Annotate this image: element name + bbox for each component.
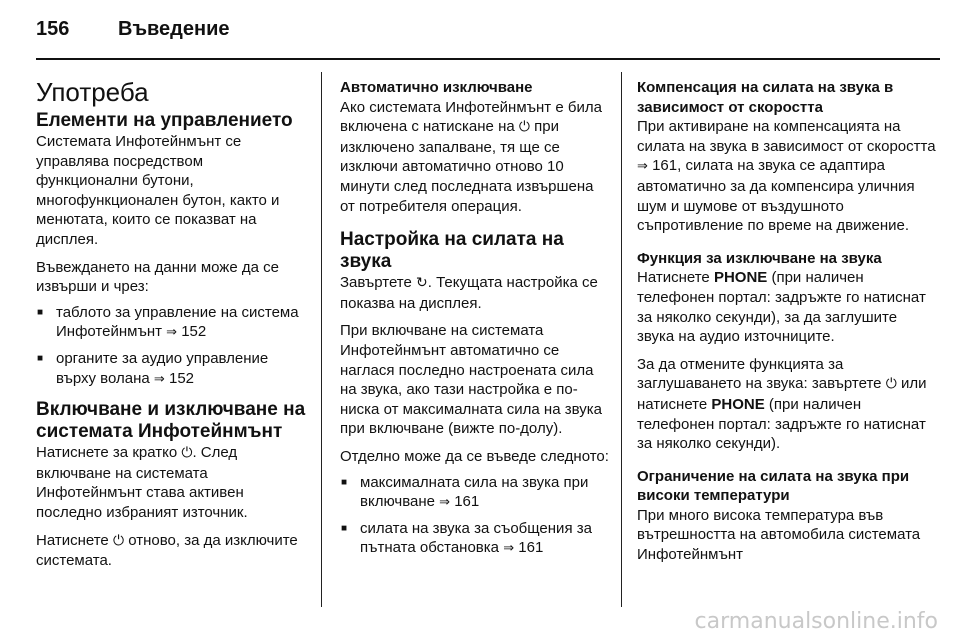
page-ref-icon: ⇒ [153, 371, 165, 387]
mute-paragraph-1: Натиснете PHONE (при наличен телефонен портал: задръжте го натиснат за няколко секунди), за да заглушите звука на аудио източниците. [637, 269, 926, 346]
power-paragraph-2: Натиснете ⏻ отново, за да изключите системата. [36, 531, 298, 570]
power-icon: ⏻ [518, 119, 530, 136]
input-paragraph: Въвеждането на данни може да се извърши и чрез: [36, 258, 279, 296]
page-ref[interactable]: 152 [181, 323, 207, 341]
power-icon: ⏻ [112, 532, 125, 549]
volume-paragraph-1: Завъртете ↻. Текущата настройка се показва на дисплея. [340, 274, 598, 312]
heading-mute: Функция за изключване на звука [637, 249, 882, 267]
heading-speed-compensation: Компенсация на силата на звука в зависимост от скоростта [637, 79, 894, 116]
page-ref[interactable]: 152 [168, 369, 195, 387]
volume-knob-icon: ↻ [416, 275, 428, 292]
auto-off-paragraph: Ако системата Инфотейнмънт е била включена с натискане на ⏻ при изключено запалване, тя ще се изключи автоматично отново 10 минути след последната извършена от потребителя операция. [340, 98, 602, 215]
column-1 [36, 76, 306, 571]
list-item: ■ силата на звука за съобщения за пътната обстановка ⇒ 161 [340, 519, 612, 559]
page-ref-icon: ⇒ [637, 159, 648, 175]
page-ref-icon: ⇒ [439, 495, 451, 511]
power-icon: ⏻ [885, 376, 897, 393]
volume-paragraph-3: Отделно може да се въведе следното: [340, 447, 609, 465]
phone-button-label: PHONE [711, 395, 765, 413]
list-item: ■ органите за аудио управление върху волана ⇒ 152 [36, 349, 306, 389]
list-item: ■ максималната сила на звука при включване ⇒ 161 [340, 473, 612, 513]
power-icon: ⏻ [181, 445, 193, 462]
page-number: 156 [36, 18, 70, 40]
list-item: ■ таблото за управление на система Инфотейнмънт ⇒ 152 [36, 303, 306, 343]
section-title-usage: Употреба [36, 77, 149, 107]
power-paragraph-1: Натиснете за кратко ⏻. След включване на системата Инфотейнмънт става активен последно избраният източник. [36, 444, 248, 521]
controls-paragraph: Системата Инфотейнмънт се управлява посредством функционални бутони, многофункционален бутон, както и менютата, които се показват на дисплея. [36, 133, 280, 248]
volume-list [340, 473, 612, 559]
heading-power: Включване и изключване на системата Инфотейнмънт [36, 399, 306, 443]
heading-volume: Настройка на силата на звука [340, 229, 564, 273]
page-ref[interactable]: 161 [652, 157, 678, 175]
phone-button-label: PHONE [713, 269, 768, 287]
column-3 [637, 78, 937, 565]
volume-paragraph-2: При включване на системата Инфотейнмънт автоматично се наглася последно настроената сила на звука, ако тази настройка е по-ниска от максималната сила на звука при включване (вижте по-долу). [340, 322, 602, 438]
mute-paragraph-2: За да отмените функцията за заглушаването на звука: завъртете ⏻ или натиснете PHONE (при наличен телефонен портал: задръжте го натиснат за няколко секунди). [637, 355, 927, 453]
page-ref[interactable]: 161 [454, 493, 480, 511]
heading-auto-off: Автоматично изключване [340, 79, 533, 96]
speed-compensation-paragraph: При активиране на компенсацията на силата на звука в зависимост от скоростта ⇒ 161, силата на звука се адаптира автоматично за да компенсира уличния шум и шумове от въздушното съпротивление по време на движение. [637, 118, 936, 235]
input-list [36, 303, 306, 389]
page-header [36, 18, 230, 50]
running-title: Въведение [118, 18, 230, 40]
column-divider [621, 72, 622, 607]
heading-controls: Елементи на управлението [36, 110, 293, 131]
column-divider [321, 72, 322, 607]
heading-temperature-limit: Ограничение на силата на звука при високи температури [637, 467, 910, 505]
header-rule [36, 58, 940, 60]
page-ref-icon: ⇒ [166, 325, 178, 341]
watermark: carmanualsonline.info [694, 609, 938, 634]
page-ref-icon: ⇒ [503, 541, 515, 557]
page-ref[interactable]: 161 [518, 539, 544, 557]
column-2 [340, 78, 612, 565]
temperature-paragraph: При много висока температура във вътрешността на автомобила системата Инфотейнмънт [637, 506, 921, 564]
